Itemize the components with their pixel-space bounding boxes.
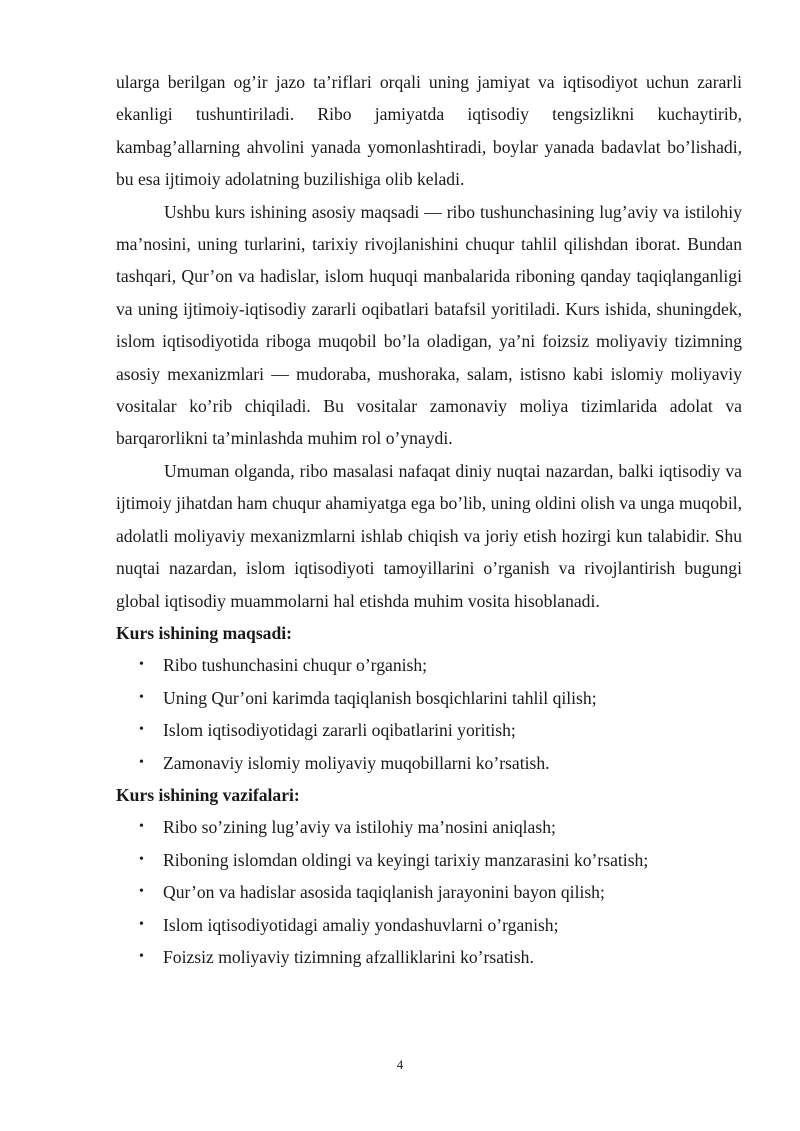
tasks-heading: Kurs ishining vazifalari: [116,784,300,805]
paragraph-2: Ushbu kurs ishining asosiy maqsadi — ribo tushunchasining lug’aviy va istilohiy ma’nosini, uning turlarini, tarixiy rivojlanishini chuqur tahlil qilishdan iborat. Bundan tashqari, Qur’on va hadislar, islom huquqi manbalarida riboning qanday taqiqlanganligi va uning ijtimoiy-iqtisodiy zararli oqibatlari batafsil yoritiladi. Kurs ishida, shuningdek, islom iqtisodiyotida riboga muqobil bo’la oladigan, ya’ni foizsiz moliyaviy tizimning asosiy mexanizmlari — mudoraba, mushoraka, salam, istisno kabi islomiy moliyaviy vositalar ko’rib chiqiladi. Bu vositalar zamonaviy moliya tizimlarida adolat va barqarorlikni ta’minlashda muhim rol o’ynaydi. [116,201,742,449]
goals-list-item: • Islom iqtisodiyotidagi zararli oqibatlarini yoritish; [139,714,742,746]
goals-list-item: • Uning Qur’oni karimda taqiqlanish bosqichlarini tahlil qilish; [139,682,742,714]
tasks-list [116,811,742,973]
page-content [116,66,742,973]
goals-list-item: • Zamonaviy islomiy moliyaviy muqobillarni ko’rsatish. [139,747,742,779]
paragraph-1: ularga berilgan og’ir jazo ta’riflari orqali uning jamiyat va iqtisodiyot uchun zararli ekanligi tushuntiriladi. Ribo jamiyatda iqtisodiy tengsizlikni kuchaytirib, kambag’allarning ahvolini yanada yomonlashtiradi, boylar yanada badavlat bo’lishadi, bu esa ijtimoiy adolatning buzilishiga olib keladi. [116,72,742,190]
tasks-list-item: • Ribo so’zining lug’aviy va istilohiy ma’nosini aniqlash; [139,811,742,843]
tasks-list-item: • Foizsiz moliyaviy tizimning afzalliklarini ko’rsatish. [139,941,742,973]
tasks-list-item: • Riboning islomdan oldingi va keyingi tarixiy manzarasini ko’rsatish; [139,844,742,876]
tasks-list-item: • Qur’on va hadislar asosida taqiqlanish jarayonini bayon qilish; [139,876,742,908]
paragraph-3: Umuman olganda, ribo masalasi nafaqat diniy nuqtai nazardan, balki iqtisodiy va ijtimoiy jihatdan ham chuqur ahamiyatga ega bo’lib, uning oldini olish va unga muqobil, adolatli moliyaviy mexanizmlarni ishlab chiqish va joriy etish hozirgi kun talabidir. Shu nuqtai nazardan, islom iqtisodiyoti tamoyillarini o’rganish va rivojlantirish bugungi global iqtisodiy muammolarni hal etishda muhim vosita hisoblanadi. [116,460,742,611]
page-number: 4 [396,1057,404,1072]
goals-list [116,649,742,779]
goals-heading: Kurs ishining maqsadi: [116,622,292,643]
goals-list-item: • Ribo tushunchasini chuqur o’rganish; [139,649,742,681]
tasks-list-item: • Islom iqtisodiyotidagi amaliy yondashuvlarni o’rganish; [139,909,742,941]
